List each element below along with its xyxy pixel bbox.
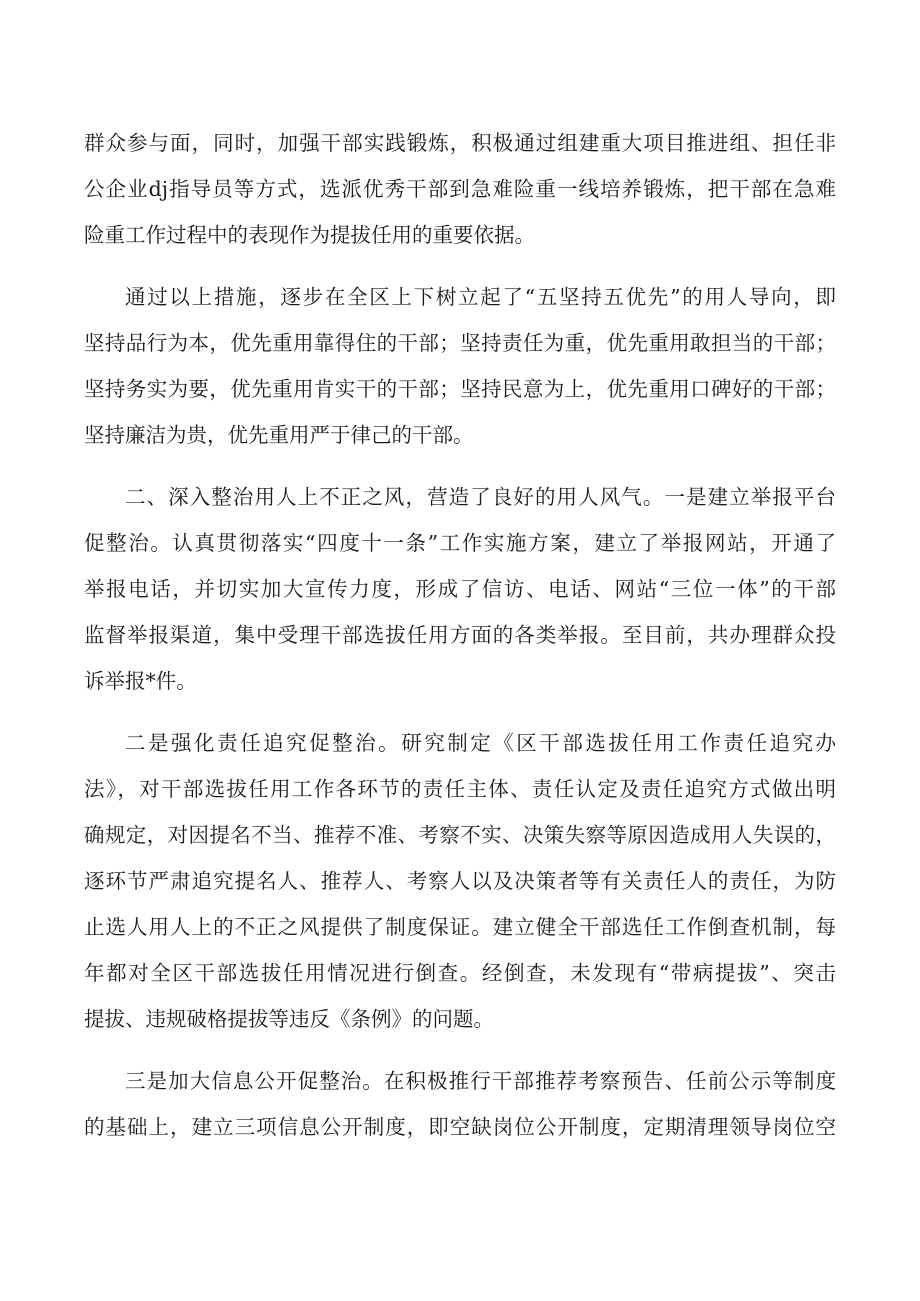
text-line: 举报电话，并切实加大宣传力度，形成了信访、电话、网站“三位一体”的干部 (84, 577, 836, 602)
text-line: 诉举报*件。 (84, 668, 197, 693)
paragraph-gap (84, 705, 836, 722)
paragraph-gap (84, 259, 836, 276)
text-line: 的基础上，建立三项信息公开制度，即空缺岗位公开制度，定期清理领导岗位空 (84, 1114, 836, 1139)
text-line: 法》，对干部选拔任用工作各环节的责任主体、责任认定及责任追究方式做出明 (84, 777, 836, 802)
text-line: 坚持务实为要，优先重用肯实干的干部；坚持民意为上，优先重用口碑好的干部； (84, 376, 836, 401)
text-line: 促整治。认真贯彻落实“四度十一条”工作实施方案，建立了举报网站，开通了 (84, 531, 836, 556)
text-line: 二、深入整治用人上不正之风，营造了良好的用人风气。一是建立举报平台 (125, 485, 836, 510)
paragraph (84, 121, 836, 259)
document-body (84, 121, 836, 1151)
paragraph (84, 1059, 836, 1151)
text-line: 年都对全区干部选拔任用情况进行倒查。经倒查，未发现有“带病提拔”、突击 (84, 960, 836, 985)
paragraph (84, 275, 836, 459)
paragraph (84, 475, 836, 704)
paragraph-gap (84, 1042, 836, 1059)
text-line: 坚持廉洁为贵，优先重用严于律己的干部。 (84, 422, 474, 447)
text-line: 群众参与面，同时，加强干部实践锻炼，积极通过组建重大项目推进组、担任非 (84, 131, 836, 155)
text-line: 通过以上措施，逐步在全区上下树立起了“五坚持五优先”的用人导向，即 (125, 285, 836, 310)
text-line: 监督举报渠道，集中受理干部选拔任用方面的各类举报。至目前，共办理群众投 (84, 622, 836, 647)
text-line: 提拔、违规破格提拔等违反《条例》的问题。 (84, 1006, 494, 1031)
text-line: 确规定，对因提名不当、推荐不准、考察不实、决策失察等原因造成用人失误的， (84, 822, 836, 847)
text-line: 险重工作过程中的表现作为提拔任用的重要依据。 (84, 222, 535, 247)
text-line: 二是强化责任追究促整治。研究制定《区干部选拔任用工作责任追究办 (125, 731, 836, 756)
paragraph-gap (84, 459, 836, 476)
text-line: 逐环节严肃追究提名人、推荐人、考察人以及决策者等有关责任人的责任，为防 (84, 868, 836, 893)
paragraph (84, 721, 836, 1042)
text-line: 公企业dj指导员等方式，选派优秀干部到急难险重一线培养锻炼，把干部在急难 (84, 176, 836, 201)
text-line: 止选人用人上的不正之风提供了制度保证。建立健全干部选任工作倒查机制，每 (84, 914, 836, 939)
text-line: 三是加大信息公开促整治。在积极推行干部推荐考察预告、任前公示等制度 (125, 1068, 836, 1093)
text-line: 坚持品行为本，优先重用靠得住的干部；坚持责任为重，优先重用敢担当的干部； (84, 331, 836, 356)
